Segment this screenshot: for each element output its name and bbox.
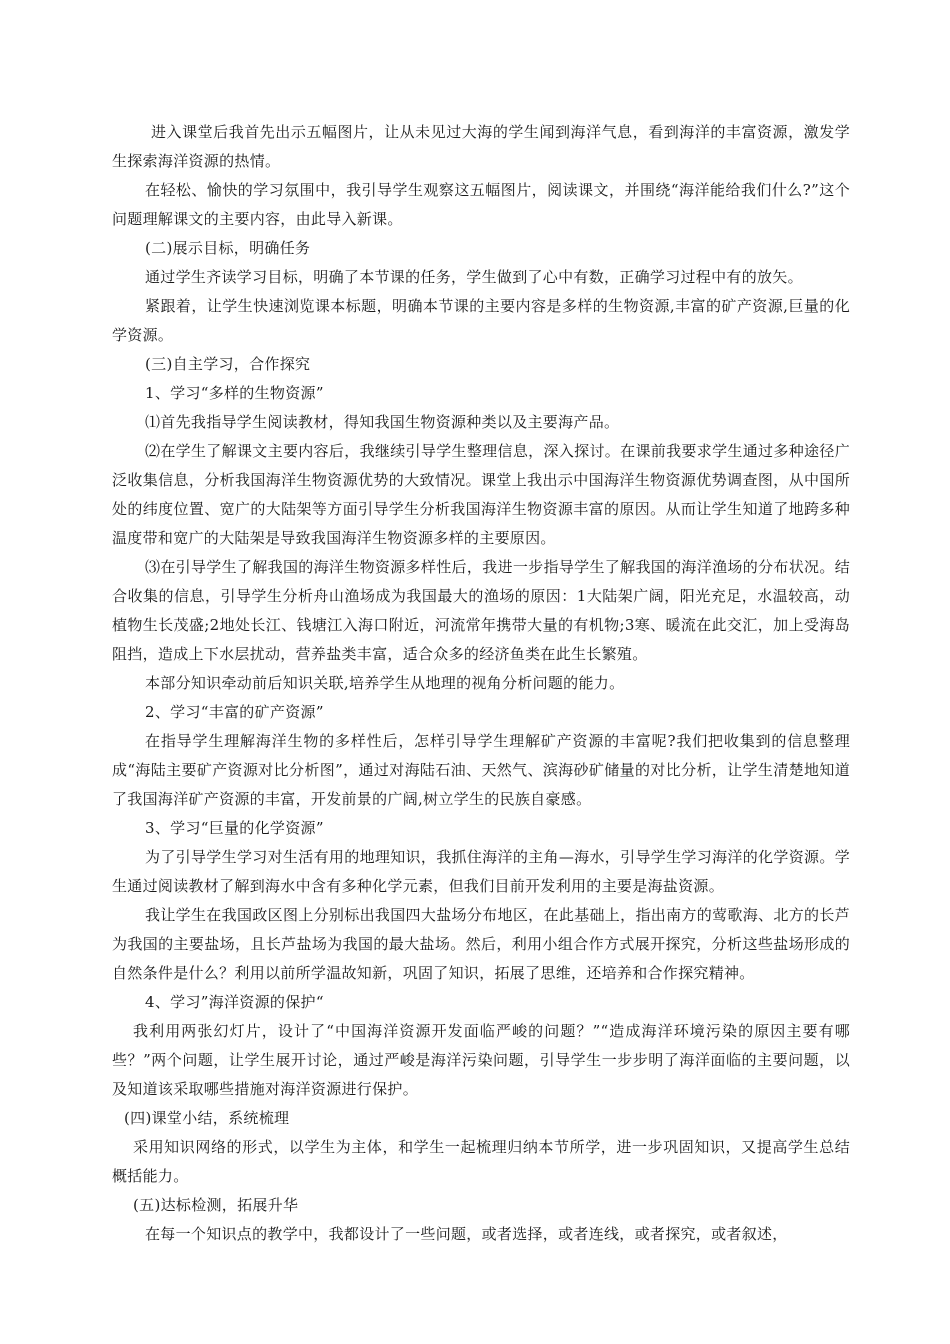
para-mineral-1: 在指导学生理解海洋生物的多样性后，怎样引导学生理解矿产资源的丰富呢?我们把收集到的信息整理成“海陆主要矿产资源对比分析图”，通过对海陆石油、天然气、滨海砂矿储量的对比分析，让学生清楚地知道了我国海洋矿产资源的丰富，开发前景的广阔,树立学生的民族自豪感。 (112, 732, 850, 808)
subheading-mineral: 2、学习“丰富的矿产资源” (145, 703, 324, 721)
subheading-protect: 4、学习”海洋资源的保护“ (145, 993, 324, 1011)
section-heading-3: (三)自主学习，合作探究 (145, 355, 311, 373)
document-page (112, 118, 850, 1249)
para-intro-1: 进入课堂后我首先出示五幅图片，让从未见过大海的学生闻到海洋气息，看到海洋的丰富资源，激发学生探索海洋资源的热情。 (112, 123, 850, 170)
para-bio-4: 本部分知识牵动前后知识关联,培养学生从地理的视角分析问题的能力。 (145, 674, 625, 692)
subheading-bio: 1、学习“多样的生物资源” (145, 384, 324, 402)
section-heading-5: (五)达标检测，拓展升华 (133, 1196, 299, 1214)
section-heading-4: (四)课堂小结，系统梳理 (124, 1109, 290, 1127)
para-chem-2: 我让学生在我国政区图上分别标出我国四大盐场分布地区，在此基础上，指出南方的莺歌海、北方的长芦为我国的主要盐场，且长芦盐场为我国的最大盐场。然后，利用小组合作方式展开探究，分析这些盐场形成的自然条件是什么？利用以前所学温故知新，巩固了知识，拓展了思维，还培养和合作探究精神。 (112, 906, 850, 982)
para-summary-1: 采用知识网络的形式，以学生为主体，和学生一起梳理归纳本节所学，进一步巩固知识，又提高学生总结概括能力。 (112, 1138, 850, 1185)
subheading-chem: 3、学习“巨量的化学资源” (145, 819, 324, 837)
section-heading-2: (二)展示目标，明确任务 (145, 239, 311, 257)
para-chem-1: 为了引导学生学习对生活有用的地理知识，我抓住海洋的主角—海水，引导学生学习海洋的化学资源。学生通过阅读教材了解到海水中含有多种化学元素，但我们目前开发利用的主要是海盐资源。 (112, 848, 850, 895)
para-test-1: 在每一个知识点的教学中，我都设计了一些问题，或者选择，或者连线，或者探究，或者叙述， (145, 1225, 788, 1243)
para-goal-2: 紧跟着，让学生快速浏览课本标题，明确本节课的主要内容是多样的生物资源,丰富的矿产资源,巨量的化学资源。 (112, 297, 850, 344)
para-protect-1: 我利用两张幻灯片，设计了“中国海洋资源开发面临严峻的问题？”“造成海洋环境污染的原因主要有哪些？”两个问题，让学生展开讨论，通过严峻是海洋污染问题，引导学生一步步明了海洋面临的主要问题，以及知道该采取哪些措施对海洋资源进行保护。 (112, 1022, 850, 1098)
para-goal-1: 通过学生齐读学习目标，明确了本节课的任务，学生做到了心中有数，正确学习过程中有的放矢。 (145, 268, 803, 286)
para-intro-2: 在轻松、愉快的学习氛围中，我引导学生观察这五幅图片，阅读课文，并围绕“海洋能给我们什么?”这个问题理解课文的主要内容，由此导入新课。 (112, 181, 850, 228)
para-bio-2: ⑵在学生了解课文主要内容后，我继续引导学生整理信息，深入探讨。在课前我要求学生通过多种途径广泛收集信息，分析我国海洋生物资源优势的大致情况。课堂上我出示中国海洋生物资源优势调查图，从中国所处的纬度位置、宽广的大陆架等方面引导学生分析我国海洋生物资源丰富的原因。从而让学生知道了地跨多种温度带和宽广的大陆架是导致我国海洋生物资源多样的主要原因。 (112, 442, 850, 547)
para-bio-3: ⑶在引导学生了解我国的海洋生物资源多样性后，我进一步指导学生了解我国的海洋渔场的分布状况。结合收集的信息，引导学生分析舟山渔场成为我国最大的渔场的原因：1大陆架广阔，阳光充足，水温较高，动植物生长茂盛;2地处长江、钱塘江入海口附近，河流常年携带大量的有机物;3寒、暖流在此交汇，加上受海岛阻挡，造成上下水层扰动，营养盐类丰富，适合众多的经济鱼类在此生长繁殖。 (112, 558, 850, 663)
para-bio-1: ⑴首先我指导学生阅读教材，得知我国生物资源种类以及主要海产品。 (145, 413, 620, 431)
